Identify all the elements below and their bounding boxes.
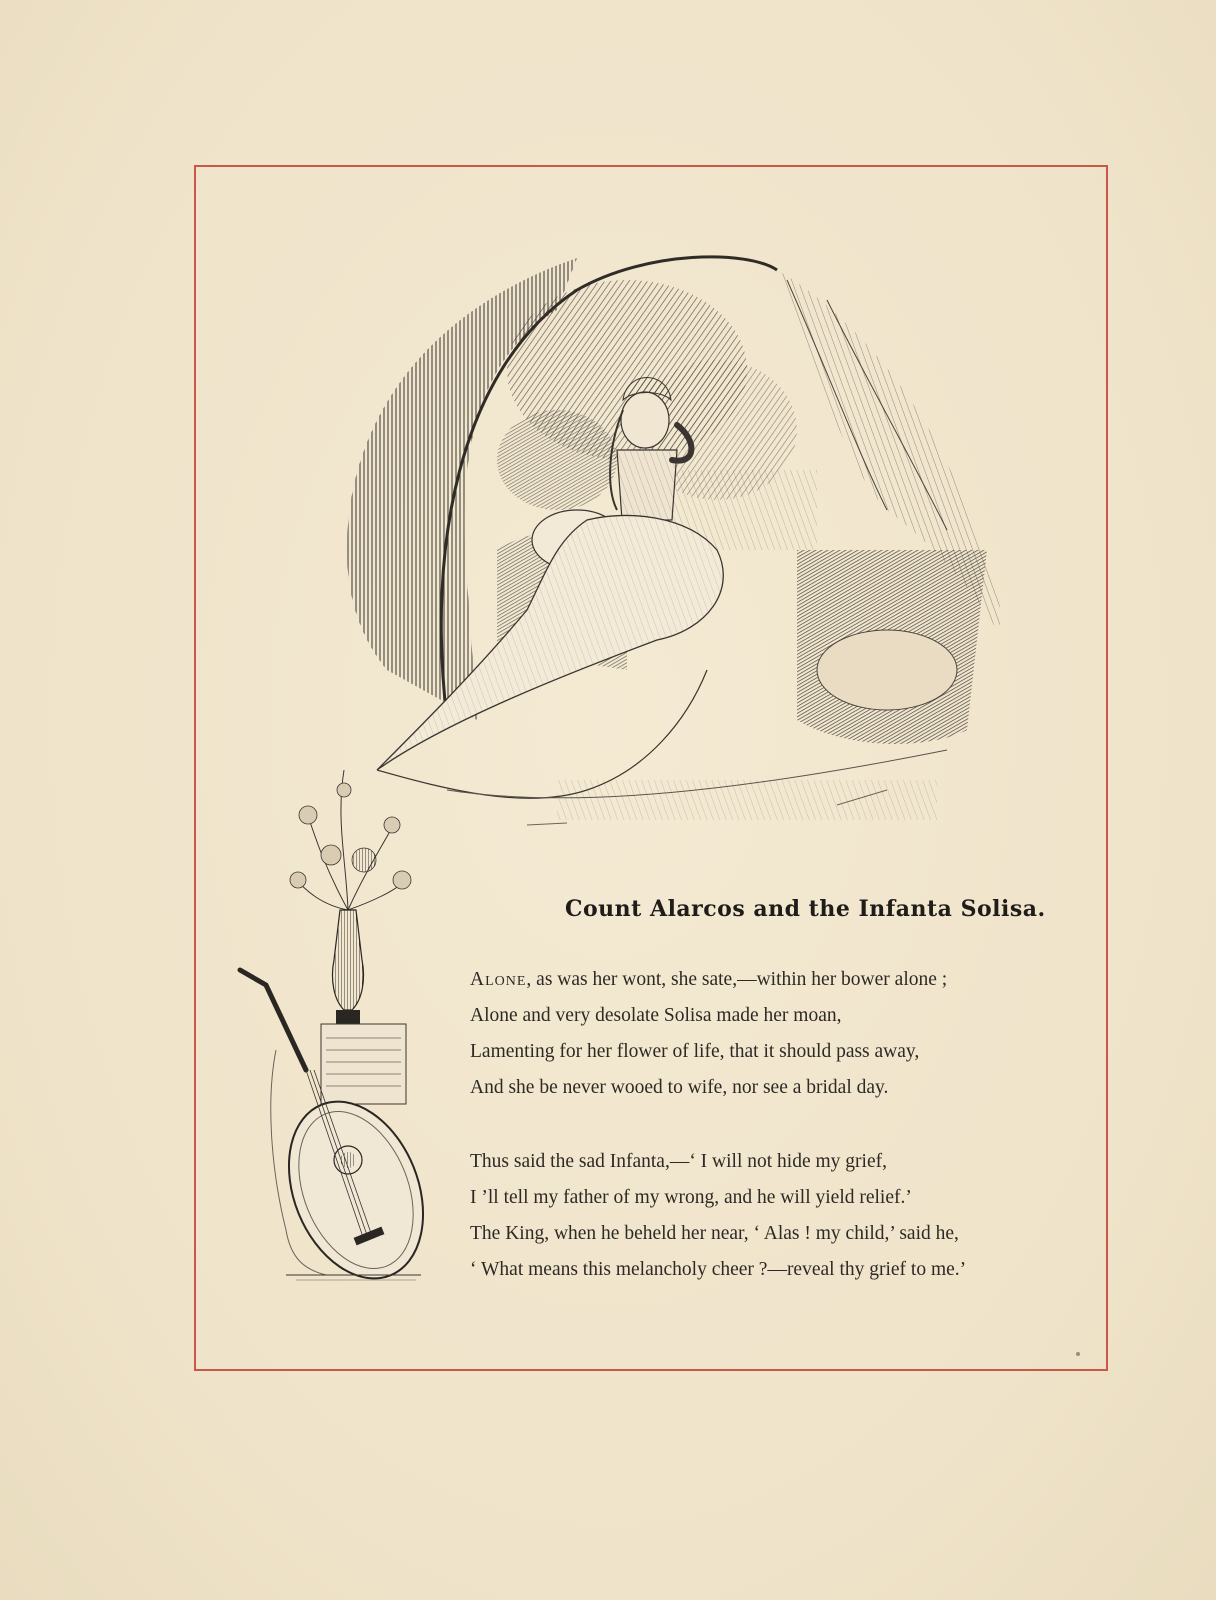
- engraving-lady-at-window-image: [327, 250, 1027, 840]
- poem-line-4: And she be never wooed to wife, nor see a bridal day.: [470, 1077, 889, 1098]
- stanza-1: [470, 962, 1090, 1106]
- poem-line-2: Alone and very desolate Solisa made her moan,: [470, 1005, 842, 1026]
- poem-line-1: [470, 962, 1090, 998]
- poem-line-7: The King, when he beheld her near, ‘ Alas ! my child,’ said he,: [470, 1223, 959, 1244]
- poem-title: Count Alarcos and the Infanta Solisa.: [565, 896, 1046, 922]
- poem-line-5: Thus said the sad Infanta,—‘ I will not hide my grief,: [470, 1151, 887, 1172]
- poem-line-8: ‘ What means this melancholy cheer ?—reveal thy grief to me.’: [470, 1259, 967, 1280]
- poem-line-6: I ’ll tell my father of my wrong, and he will yield relief.’: [470, 1187, 912, 1208]
- drop-word: Alone: [470, 969, 527, 990]
- engraving-lady-at-window: [327, 250, 1027, 840]
- poem-line-3: Lamenting for her flower of life, that it should pass away,: [470, 1041, 920, 1062]
- poem-line-1-rest: , as was her wont, she sate,—within her bower alone ;: [526, 969, 948, 990]
- lute-and-vase-ornament-image: [236, 770, 436, 1290]
- paper-speck: [1076, 1352, 1080, 1356]
- lute-and-vase-ornament: [236, 770, 436, 1290]
- stanza-2: [470, 1144, 1090, 1288]
